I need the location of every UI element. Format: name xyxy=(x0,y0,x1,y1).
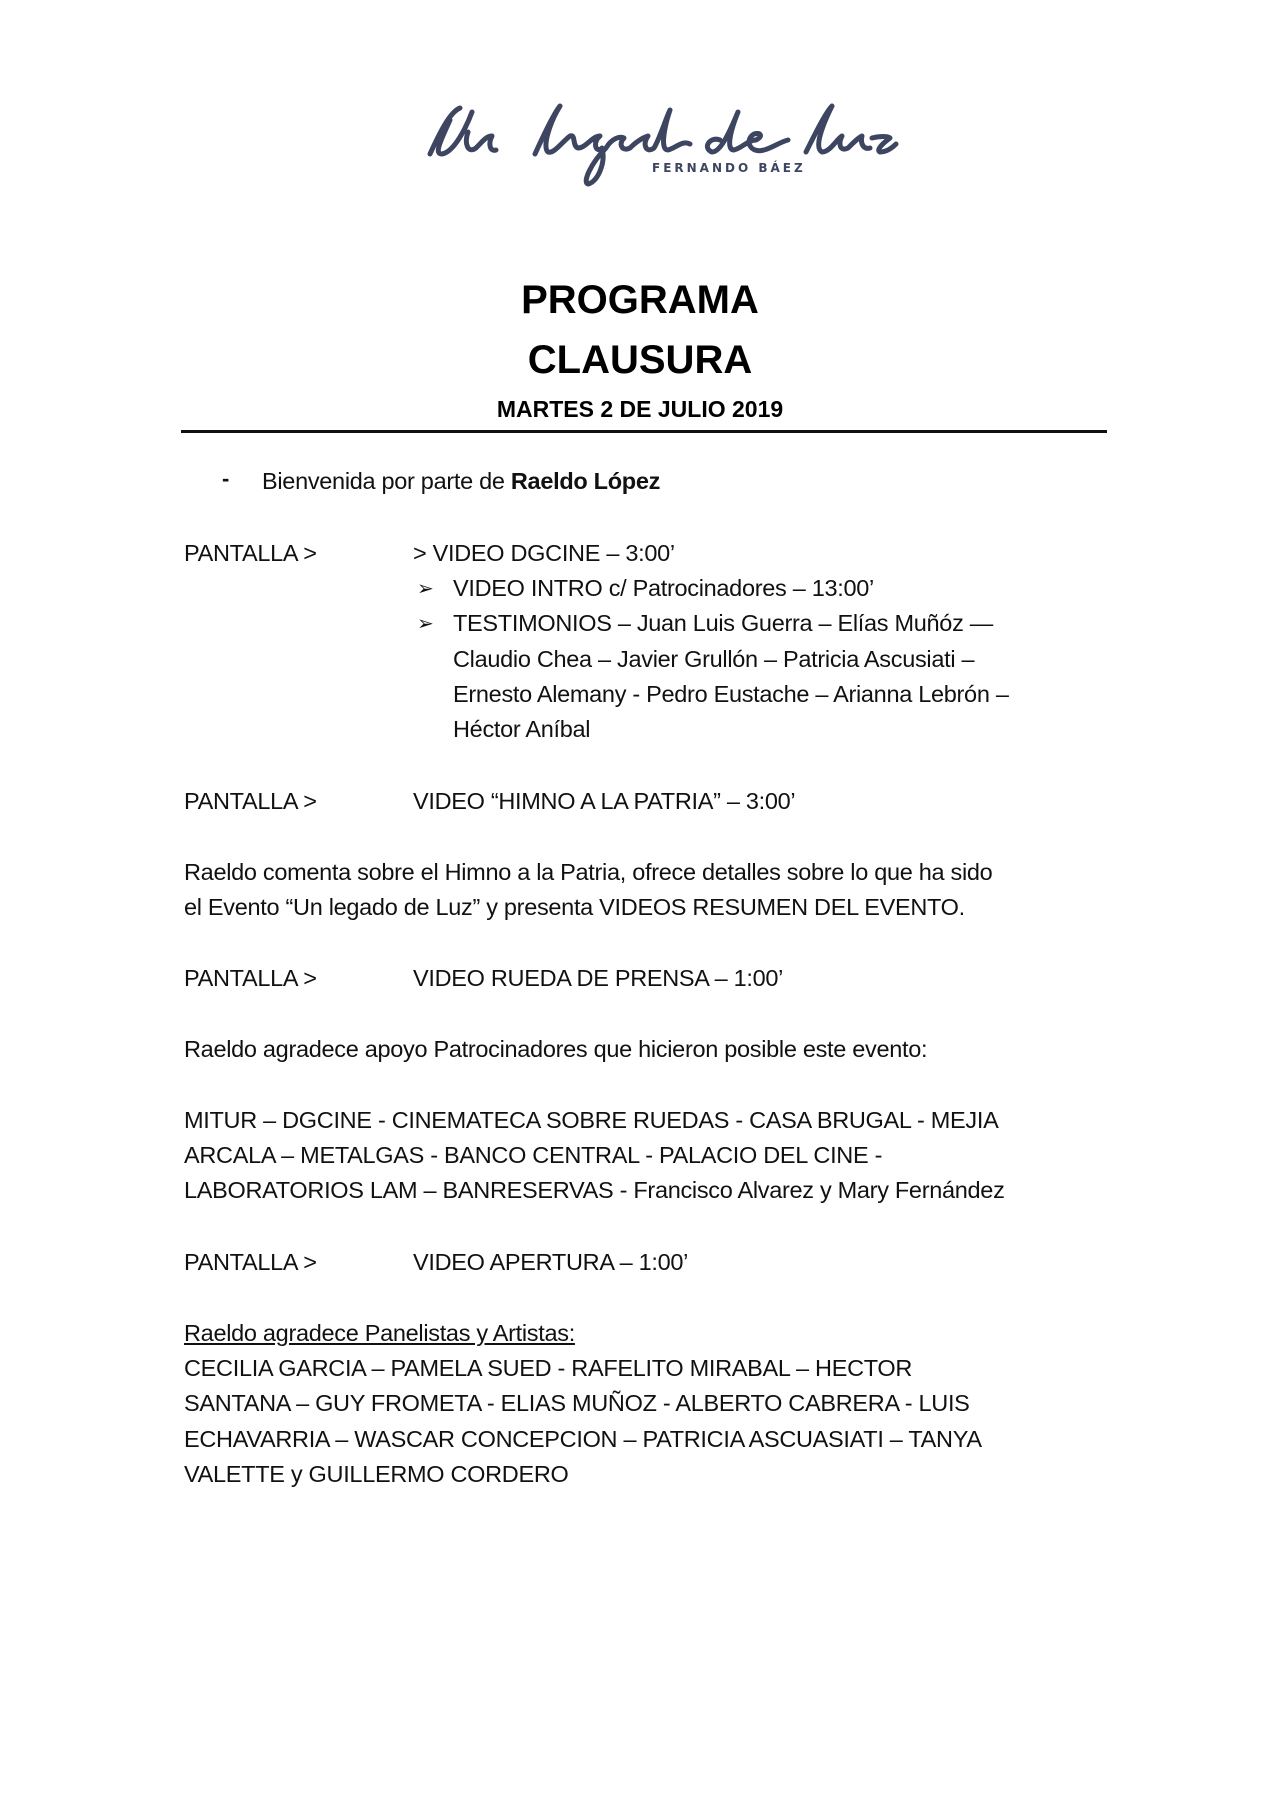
host-name: Raeldo López xyxy=(510,468,661,494)
panel-heading: Raeldo agradece Panelistas y Artistas: xyxy=(184,1320,575,1346)
sponsors-line: LABORATORIOS LAM – BANRESERVAS - Francisco Alvarez y Mary Fernández xyxy=(184,1177,1005,1203)
logo xyxy=(420,92,900,192)
panelists-line: SANTANA – GUY FROMETA - ELIAS MUÑOZ - ALBERTO CABRERA - LUIS xyxy=(184,1390,970,1416)
page-subtitle: CLAUSURA xyxy=(527,338,753,382)
logo-script-graphic xyxy=(420,92,900,192)
panelists-line: CECILIA GARCIA – PAMELA SUED - RAFELITO MIRABAL – HECTOR xyxy=(184,1355,913,1381)
page-title: PROGRAMA xyxy=(521,278,759,322)
section-item: VIDEO RUEDA DE PRENSA – 1:00’ xyxy=(413,965,784,991)
testimonios-line: Héctor Aníbal xyxy=(453,716,591,742)
testimonios-line: Claudio Chea – Javier Grullón – Patricia Ascusiati – xyxy=(453,646,975,672)
panelists-line: ECHAVARRIA – WASCAR CONCEPCION – PATRICIA ASCUASIATI – TANYA xyxy=(184,1426,982,1452)
sponsors-line: MITUR – DGCINE - CINEMATECA SOBRE RUEDAS - CASA BRUGAL - MEJIA xyxy=(184,1107,999,1133)
paragraph-line: Raeldo comenta sobre el Himno a la Patria, ofrece detalles sobre lo que ha sido xyxy=(184,859,993,885)
logo-subtitle: FERNANDO BÁEZ xyxy=(652,161,806,175)
section-label: PANTALLA > xyxy=(184,540,317,566)
welcome-text: Bienvenida por parte de xyxy=(262,468,511,494)
dash-bullet: - xyxy=(222,466,230,491)
section-label: PANTALLA > xyxy=(184,965,317,991)
header-divider xyxy=(181,430,1107,433)
sponsors-line: ARCALA – METALGAS - BANCO CENTRAL - PALACIO DEL CINE - xyxy=(184,1142,883,1168)
section-label: PANTALLA > xyxy=(184,788,317,814)
paragraph-line: Raeldo agradece apoyo Patrocinadores que hicieron posible este evento: xyxy=(184,1036,928,1062)
panelists-line: VALETTE y GUILLERMO CORDERO xyxy=(184,1461,569,1487)
section-item: VIDEO APERTURA – 1:00’ xyxy=(413,1249,689,1275)
testimonios-line: TESTIMONIOS – Juan Luis Guerra – Elías Muñóz — xyxy=(453,610,993,636)
section-label: PANTALLA > xyxy=(184,1249,317,1275)
paragraph-line: el Evento “Un legado de Luz” y presenta VIDEOS RESUMEN DEL EVENTO. xyxy=(184,894,965,920)
event-date: MARTES 2 DE JULIO 2019 xyxy=(496,396,784,422)
section-item: VIDEO INTRO c/ Patrocinadores – 13:00’ xyxy=(453,575,874,601)
section-item: VIDEO “HIMNO A LA PATRIA” – 3:00’ xyxy=(413,788,796,814)
testimonios-line: Ernesto Alemany - Pedro Eustache – Arianna Lebrón – xyxy=(453,681,1009,707)
arrow-bullet-icon: ➢ xyxy=(417,578,434,600)
arrow-bullet-icon: ➢ xyxy=(417,613,434,635)
welcome-line xyxy=(262,468,660,495)
section-item: > VIDEO DGCINE – 3:00’ xyxy=(413,540,675,566)
